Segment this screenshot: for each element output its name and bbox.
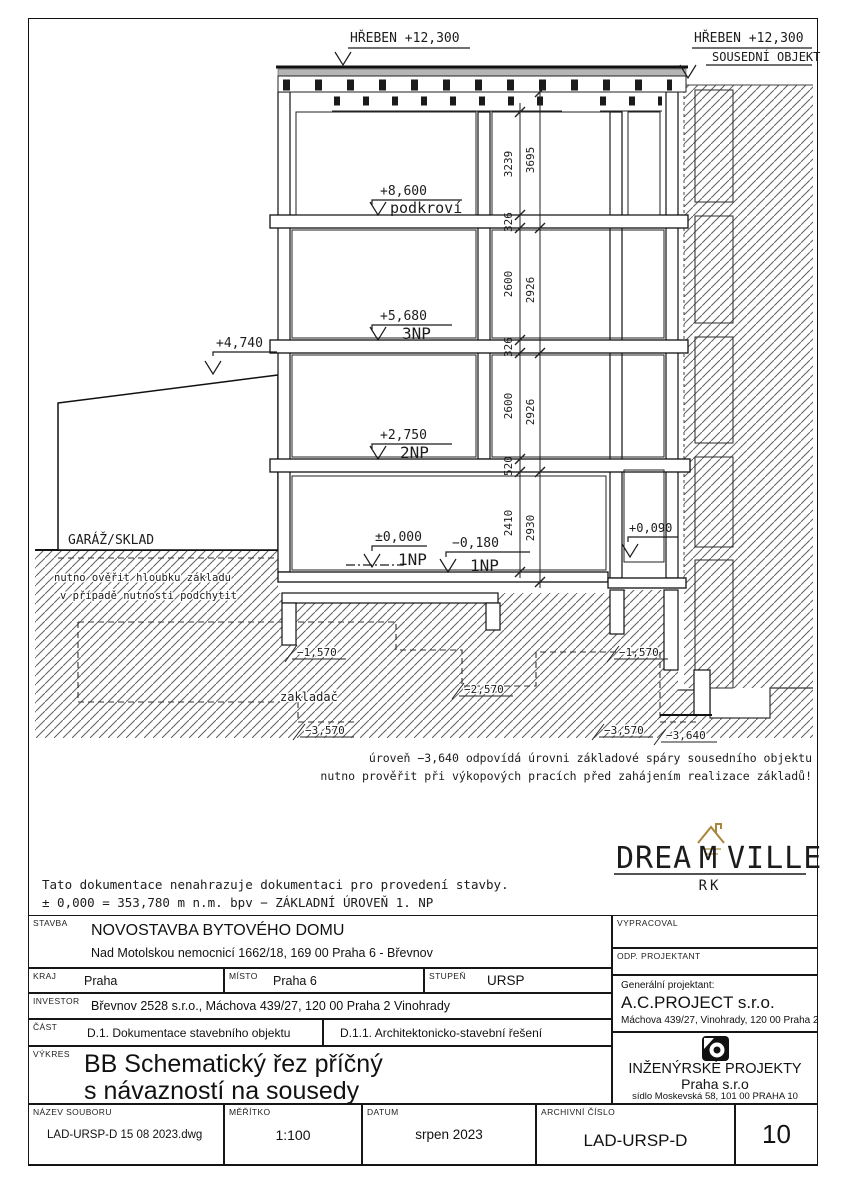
dim-3695: 3695	[524, 146, 537, 174]
found-left-3570: −3,570	[305, 724, 345, 737]
found-right-3570: −3,570	[604, 724, 644, 737]
datum-value: srpen 2023	[415, 1127, 483, 1142]
gen-projektant-name: A.C.PROJECT s.r.o.	[621, 993, 775, 1012]
level-podkrovi-name: podkroví	[390, 199, 463, 217]
main-building	[270, 67, 690, 588]
datum-label: DATUM	[367, 1107, 399, 1117]
neighbor-building	[684, 66, 813, 688]
level-2np-value: +2,750	[380, 428, 427, 443]
ridge-left-label: HŘEBEN +12,300	[350, 31, 460, 46]
acproject-logo-icon	[701, 1036, 731, 1062]
dreamville-word-pre: DREA	[616, 841, 693, 876]
garage-label: GARÁŽ/SKLAD	[68, 533, 155, 548]
dim-326-b: 326	[502, 337, 515, 357]
cast-value-1: D.1. Dokumentace stavebního objektu	[87, 1026, 291, 1040]
ground-note-1: nutno ověřit hloubku základu	[54, 572, 232, 584]
dreamville-rk: RK	[698, 878, 722, 894]
found-right-3640: −3,640	[666, 729, 706, 742]
soubor-value: LAD-URSP-D 15 08 2023.dwg	[47, 1129, 203, 1141]
level-garage-top: +4,740	[216, 336, 263, 351]
level-1np-b-value: −0,180	[452, 536, 499, 551]
found-right-1570: −1,570	[619, 646, 659, 659]
vykres-line-2: s návazností na sousedy	[84, 1077, 360, 1105]
meritko-label: MĚŘÍTKO	[229, 1107, 271, 1117]
cell-kraj	[28, 968, 224, 993]
cast-value-2: D.1.1. Architektonicko-stavební řešení	[340, 1026, 543, 1040]
cell-investor	[28, 993, 612, 1019]
gen-projektant-addr: Máchova 439/27, Vinohrady, 120 00 Praha 2	[621, 1015, 819, 1026]
stavba-label: STAVBA	[33, 918, 68, 928]
dim-3239: 3239	[502, 150, 515, 178]
notes	[42, 751, 812, 910]
eng-projekty-addr: sídlo Moskevská 58, 101 00 PRAHA 10	[632, 1091, 798, 1102]
dreamville-word-m: M	[699, 841, 719, 876]
misto-label: MÍSTO	[229, 971, 258, 981]
level-1np-b-name: 1NP	[470, 556, 499, 575]
dreamville-word-post: VILLE	[727, 841, 823, 876]
cell-cast-1	[28, 1019, 323, 1046]
list-number: 10	[762, 1119, 791, 1149]
cell-stupen	[424, 968, 612, 993]
ground-note-2: v případě nutnosti podchytit	[60, 590, 238, 602]
neighbor-object-label: SOUSEDNÍ OBJEKT	[712, 50, 821, 64]
dim-2410: 2410	[502, 509, 515, 537]
cell-misto	[224, 968, 424, 993]
odp-projektant-label: ODP. PROJEKTANT	[617, 951, 701, 961]
vypracoval-label: VYPRACOVAL	[617, 918, 679, 928]
eng-projekty-name: INŽENÝRSKÉ PROJEKTY	[628, 1061, 802, 1077]
gen-projektant-label: Generální projektant:	[621, 980, 715, 991]
dim-2600-b: 2600	[502, 392, 515, 420]
misto-value: Praha 6	[273, 974, 317, 988]
cell-datum	[362, 1104, 536, 1165]
cell-cast-2	[323, 1019, 612, 1046]
foundation-beam	[282, 593, 498, 603]
archiv-label: ARCHIVNÍ ČÍSLO	[541, 1107, 616, 1117]
cell-soubor	[28, 1104, 224, 1165]
disclaimer-line-2: ± 0,000 = 353,780 m n.m. bpv − ZÁKLADNÍ ÚROVEŇ 1. NP	[42, 895, 434, 910]
garage-annex	[58, 375, 278, 550]
dim-326-a: 326	[502, 212, 515, 232]
vykres-line-1: BB Schematický řez příčný	[84, 1050, 383, 1078]
cell-meritko	[224, 1104, 362, 1165]
level-1np-name: 1NP	[398, 550, 427, 569]
dim-2926-b: 2926	[524, 398, 537, 426]
soubor-label: NÁZEV SOUBORU	[33, 1107, 112, 1117]
ridge-right-label: HŘEBEN +12,300	[694, 31, 804, 46]
dim-2930: 2930	[524, 514, 537, 542]
dim-2600-a: 2600	[502, 270, 515, 298]
kraj-value: Praha	[84, 974, 118, 988]
cell-eng-projekty	[612, 1032, 818, 1104]
level-podkrovi-value: +8,600	[380, 184, 427, 199]
cell-list-number	[735, 1104, 818, 1165]
found-left-1570: −1,570	[297, 646, 337, 659]
walls	[278, 92, 678, 578]
archiv-value: LAD-URSP-D	[583, 1131, 688, 1150]
vykres-label: VÝKRES	[33, 1049, 70, 1059]
stupen-label: STUPEŇ	[429, 971, 466, 981]
level-3np-value: +5,680	[380, 309, 427, 324]
level-2np-name: 2NP	[400, 443, 429, 462]
cell-archiv	[536, 1104, 735, 1165]
stavba-address: Nad Motolskou nemocnicí 1662/18, 169 00 Praha 6 - Břevnov	[91, 946, 433, 960]
found-mid-2570: −2,570	[464, 683, 504, 696]
cell-stavba	[28, 915, 612, 968]
dim-2926-a: 2926	[524, 276, 537, 304]
investor-label: INVESTOR	[33, 996, 80, 1006]
cast-label: ČÁST	[33, 1022, 58, 1032]
stavba-name: NOVOSTAVBA BYTOVÉHO DOMU	[91, 922, 345, 939]
level-3np-name: 3NP	[402, 324, 431, 343]
disclaimer-line-1: Tato dokumentace nenahrazuje dokumentaci pro provedení stavby.	[42, 877, 509, 892]
cell-gen-projektant	[612, 975, 818, 1032]
roof	[276, 67, 688, 111]
level-1np-value: ±0,000	[375, 530, 422, 545]
cell-odp-projektant	[612, 948, 818, 975]
title-block	[28, 915, 818, 1165]
stupen-value: URSP	[487, 973, 525, 988]
dreamville-logo	[614, 824, 822, 894]
meritko-value: 1:100	[275, 1127, 311, 1143]
found-zakladac: zakladač	[280, 690, 338, 704]
dim-520: 520	[502, 456, 515, 476]
kraj-label: KRAJ	[33, 971, 57, 981]
investor-value: Břevnov 2528 s.r.o., Máchova 439/27, 120 00 Praha 2 Vinohrady	[91, 999, 451, 1013]
level-right-room: +0,090	[629, 521, 673, 535]
cell-vypracoval	[612, 915, 818, 948]
note-line-1: úroveň −3,640 odpovídá úrovni základové spáry sousedního objektu	[368, 751, 812, 765]
note-line-2: nutno prověřit při výkopových pracích před zahájením realizace základů!	[320, 769, 812, 783]
eng-projekty-city: Praha s.r.o	[681, 1076, 749, 1092]
cell-vykres	[28, 1046, 612, 1104]
